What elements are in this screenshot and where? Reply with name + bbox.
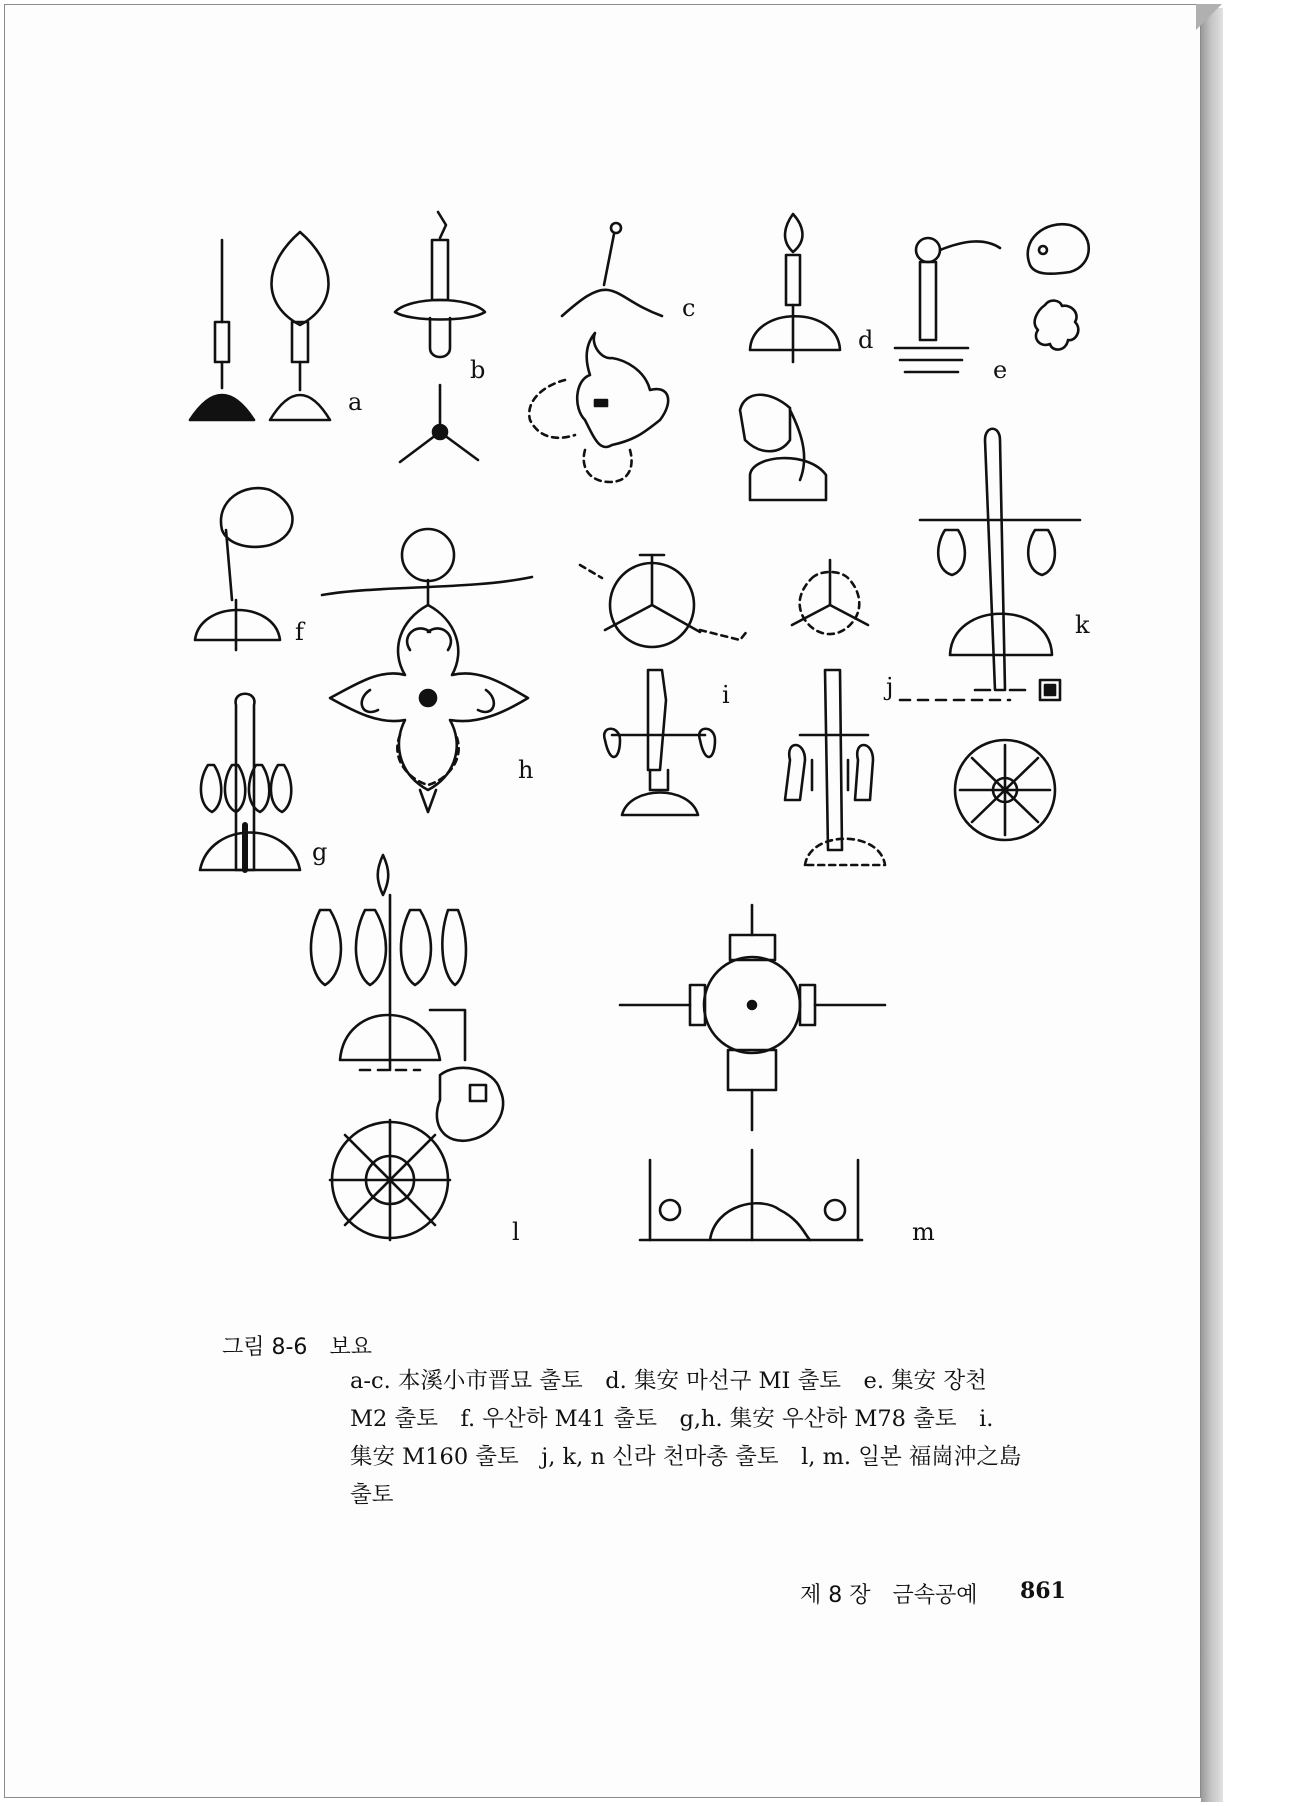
drawing-g [200,694,300,870]
figure-label-k: k [1075,611,1090,639]
figure-label-d: d [858,326,874,354]
caption-line: a-c. 本溪小市晋묘 출토 d. 集安 마선구 MI 출토 e. 集安 장천 [350,1368,987,1394]
figure-label-b: b [470,356,486,384]
figure-label-g: g [312,838,328,866]
caption-body [350,1362,1090,1514]
running-footer-chapter: 제 8 장 금속공예 [800,1583,978,1608]
figure-number: 그림 8-6 [222,1335,308,1360]
figure-label-c: c [682,294,696,322]
drawing-k [920,429,1080,840]
drawing-a [190,232,330,420]
caption-line: M2 출토 f. 우산하 M41 출토 g,h. 集安 우산하 M78 출토 i. [350,1406,994,1432]
figure-label-i: i [722,681,730,709]
caption-title [222,1330,372,1361]
figure-label-e: e [993,356,1008,384]
drawing-f [195,488,293,650]
page-number: 861 [1020,1578,1066,1604]
figure-label-a: a [348,388,363,416]
drawing-e [895,224,1089,372]
drawing-l [311,855,503,1240]
figure-label-h: h [518,756,534,784]
drawing-m [620,905,885,1240]
drawing-c [529,223,668,482]
figure-label-f: f [295,618,304,646]
drawing-j [785,560,885,865]
drawing-d [740,214,840,500]
caption-line: 集安 M160 출토 j, k, n 신라 천마총 출토 l, m. 일본 福崗沖之島 [350,1444,1022,1470]
figure-label-j: j [886,673,894,701]
drawing-h [322,529,532,812]
drawing-b [395,212,485,462]
figure-label-l: l [512,1218,520,1246]
figure-label-m: m [912,1218,935,1246]
figure-subject: 보요 [329,1335,372,1360]
caption-line: 출토 [350,1482,394,1508]
